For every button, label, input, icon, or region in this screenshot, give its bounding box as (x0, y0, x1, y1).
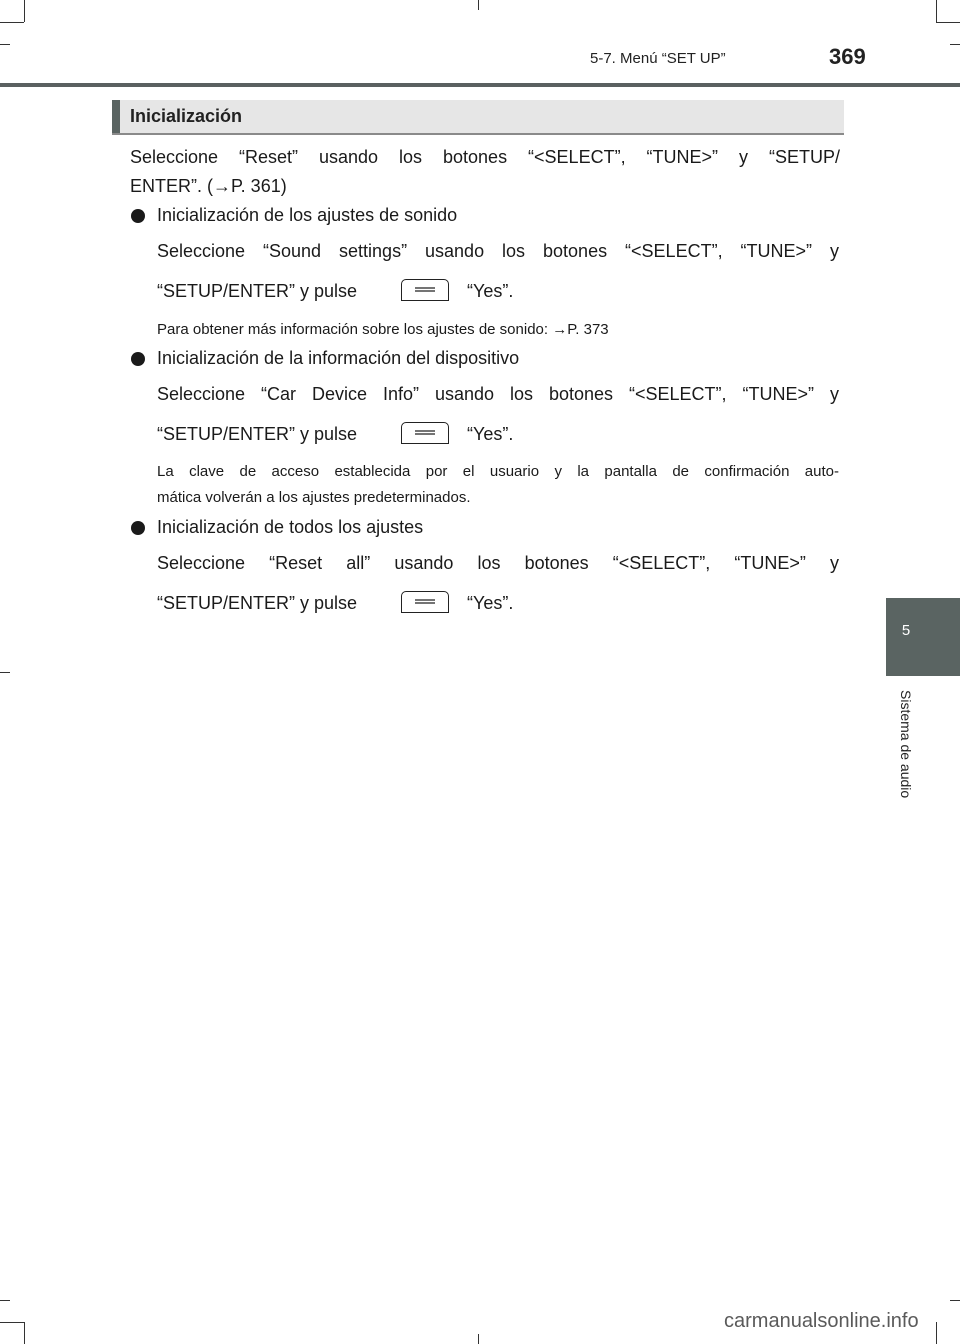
item-instruction-line-1: Seleccione “Reset all” usando los botones “<SELECT”, “TUNE>” y (157, 553, 839, 573)
item-instruction-yes: “Yes”. (467, 424, 514, 444)
item-heading: Inicialización de los ajustes de sonido (157, 205, 458, 225)
bullet-icon (131, 352, 145, 366)
item-note: La clave de acceso establecida por el usuario y la pantalla de confirmación auto- (157, 463, 839, 480)
section-heading-bar (112, 100, 844, 135)
item-note: Para obtener más información sobre los ajustes de sonido: →P. 373 (157, 321, 609, 338)
item-heading: Inicialización de la información del dispositivo (157, 348, 520, 368)
bullet-icon (131, 521, 145, 535)
setup-enter-key-icon (401, 279, 449, 301)
crop-mark (0, 1300, 10, 1301)
setup-enter-key-icon (401, 422, 449, 444)
crop-mark (936, 1322, 937, 1344)
chapter-label: Sistema de audio (898, 690, 914, 799)
crop-mark (24, 0, 25, 22)
watermark: carmanualsonline.info (724, 1310, 919, 1332)
item-instruction-line-1: Seleccione “Sound settings” usando los botones “<SELECT”, “TUNE>” y (157, 241, 839, 261)
page-number: 369 (829, 44, 866, 69)
item-instruction-line-2: “SETUP/ENTER” y pulse (157, 593, 358, 613)
crop-mark (950, 1300, 960, 1301)
crop-mark (936, 22, 960, 23)
crop-mark (478, 1334, 479, 1344)
item-heading: Inicialización de todos los ajustes (157, 517, 424, 537)
item-instruction-line-2: “SETUP/ENTER” y pulse (157, 281, 358, 301)
section-title: Inicialización (130, 106, 243, 126)
crop-mark (0, 44, 10, 45)
intro-line-2: ENTER”. (→P. 361) (130, 176, 287, 196)
crop-mark (936, 0, 937, 22)
item-instruction-line-2: “SETUP/ENTER” y pulse (157, 424, 358, 444)
crop-mark (0, 22, 24, 23)
crop-mark (478, 0, 479, 10)
section-heading-accent (112, 100, 120, 133)
chapter-number: 5 (901, 622, 911, 639)
setup-enter-key-icon (401, 591, 449, 613)
crop-mark (950, 44, 960, 45)
item-note: mática volverán a los ajustes predeterminados. (157, 489, 471, 506)
item-instruction-yes: “Yes”. (467, 593, 514, 613)
crop-mark (0, 1322, 24, 1323)
crop-mark (0, 672, 10, 673)
intro-line-1: Seleccione “Reset” usando los botones “<SELECT”, “TUNE>” y “SETUP/ (130, 147, 840, 167)
crop-mark (24, 1322, 25, 1344)
item-instruction-yes: “Yes”. (467, 281, 514, 301)
bullet-icon (131, 209, 145, 223)
header-section-title: 5-7. Menú “SET UP” (590, 50, 726, 67)
item-instruction-line-1: Seleccione “Car Device Info” usando los botones “<SELECT”, “TUNE>” y (157, 384, 839, 404)
header-rule (0, 83, 960, 87)
